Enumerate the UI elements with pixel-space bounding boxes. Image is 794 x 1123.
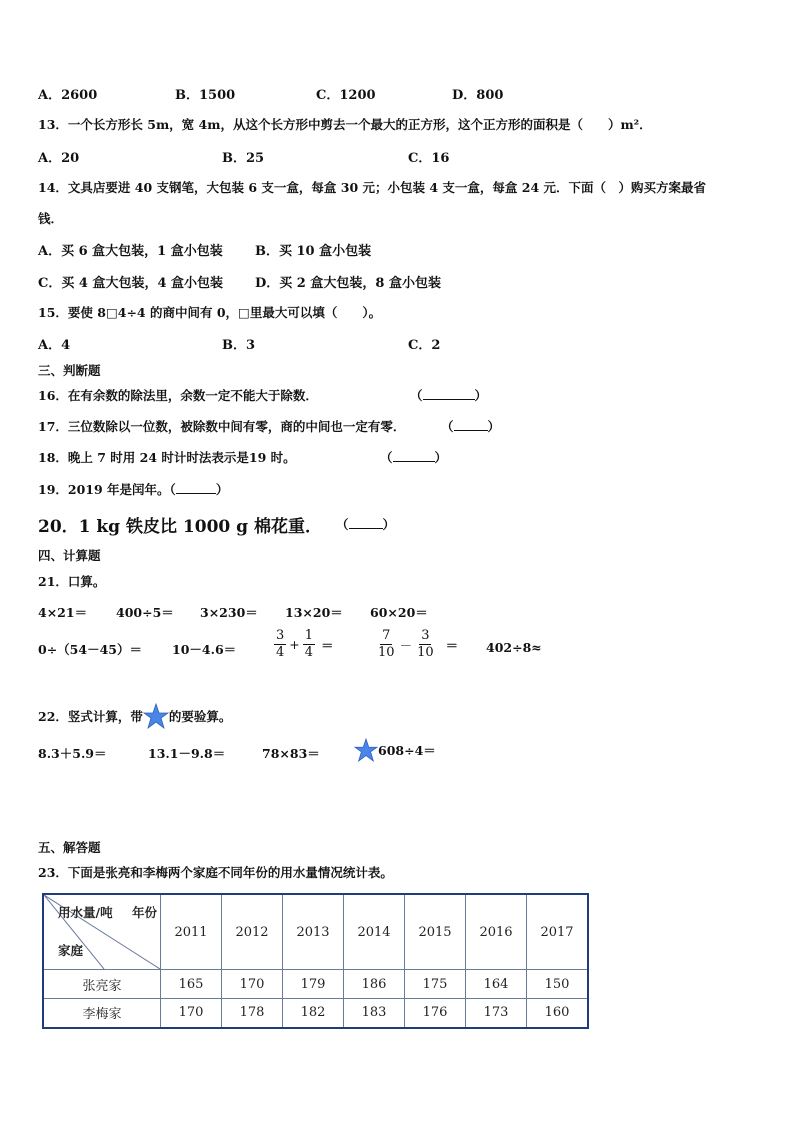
header-year-label: 年份 (132, 905, 158, 920)
q13-option-b: B．25 (222, 151, 265, 166)
year-header: 2016 (466, 894, 527, 970)
table-cell: 173 (466, 999, 527, 1028)
table-row (43, 970, 588, 999)
table-cell: 160 (527, 999, 589, 1028)
fraction (303, 628, 315, 661)
q19-statement: 19．2019 年是闰年。 (38, 482, 170, 497)
table-cell: 165 (161, 970, 222, 999)
table-cell: 182 (283, 999, 344, 1028)
star-icon (354, 738, 378, 762)
numerator: 1 (304, 628, 314, 643)
table-row (43, 999, 588, 1028)
year-header: 2013 (283, 894, 344, 970)
paren-open: （ (410, 388, 423, 403)
blank-line (176, 481, 216, 494)
paren-close: ） (487, 419, 501, 434)
section-calculation-title: 四、计算题 (38, 548, 101, 563)
q21-fraction-sum (274, 628, 334, 661)
q19-text (38, 480, 228, 498)
numerator: 7 (382, 628, 391, 643)
year-header: 2017 (527, 894, 589, 970)
q20-text: 20．1 kg 铁皮比 1000 g 棉花重． (38, 517, 322, 537)
family-name: 李梅家 (43, 999, 161, 1028)
q22-item-3: 78×83＝ (262, 746, 320, 761)
q13-text: 13．一个长方形长 5m，宽 4m，从这个长方形中剪去一个最大的正方形，这个正方形的面积是（ ）m²． (38, 117, 652, 132)
q14-text-line2: 钱． (38, 211, 64, 226)
q22-title-suffix: 的要验算。 (168, 709, 232, 724)
table-cell: 176 (405, 999, 466, 1028)
q22-item-2: 13.1－9.8＝ (148, 746, 226, 761)
year-header: 2011 (161, 894, 222, 970)
q21-item-6: 0÷（54－45）＝ (38, 642, 142, 657)
table-cell: 175 (405, 970, 466, 999)
blank-line (349, 516, 383, 529)
q17-answer-blank[interactable] (441, 417, 500, 435)
q22-title (38, 703, 231, 729)
table-cell: 150 (527, 970, 589, 999)
q21-item-7: 10－4.6＝ (172, 642, 237, 657)
q13-option-a: A．20 (38, 151, 80, 166)
paren-close: ） (434, 450, 448, 465)
blank-line (393, 449, 435, 462)
table-cell: 186 (344, 970, 405, 999)
q20-answer-blank[interactable] (336, 515, 395, 533)
q14-option-d: D．买 2 盒大包装，8 盒小包装 (255, 276, 441, 291)
q12-option-b: B．1500 (175, 88, 236, 103)
equals: ＝ (445, 637, 459, 653)
q21-item-3: 3×230＝ (200, 605, 258, 620)
q13-option-c: C．16 (408, 151, 450, 166)
q14-option-c: C．买 4 盒大包装，4 盒小包装 (38, 276, 224, 291)
operator: － (399, 637, 413, 653)
denominator: 4 (276, 645, 285, 660)
q21-item-10: 402÷8≈ (486, 640, 542, 655)
q14-text-line1: 14．文具店要进 40 支钢笔，大包装 6 支一盒，每盒 30 元；小包装 4 支一盒，每盒 24 元．下面（ ）购买方案最省 (38, 180, 706, 195)
q21-item-1: 4×21＝ (38, 605, 88, 620)
q22-item-1: 8.3＋5.9＝ (38, 746, 107, 761)
q22-item-4 (354, 738, 436, 762)
table-cell: 170 (222, 970, 283, 999)
denominator: 10 (378, 645, 395, 660)
q16-text: 16．在有余数的除法里，余数一定不能大于除数． (38, 388, 318, 403)
diagonal-header-cell (43, 894, 161, 970)
numerator: 3 (421, 628, 430, 643)
q15-text: 15．要使 8□4÷4 的商中间有 0，□里最大可以填（ ）。 (38, 305, 382, 320)
paren-open: （ (169, 482, 176, 497)
q21-fraction-difference (376, 628, 458, 661)
q21-item-5: 60×20＝ (370, 605, 428, 620)
q19-answer-blank[interactable] (170, 482, 229, 497)
paren-close: ） (474, 388, 488, 403)
year-header: 2014 (344, 894, 405, 970)
paren-open: （ (336, 517, 349, 532)
q15-option-c: C．2 (408, 338, 441, 353)
year-header: 2015 (405, 894, 466, 970)
q12-option-a: A．2600 (38, 88, 98, 103)
denominator: 4 (304, 645, 314, 660)
q22-title-prefix: 22．竖式计算，带 (38, 709, 143, 724)
family-name: 张亮家 (43, 970, 161, 999)
q21-item-4: 13×20＝ (285, 605, 343, 620)
year-header: 2012 (222, 894, 283, 970)
paren-open: （ (441, 419, 454, 434)
q12-option-c: C．1200 (316, 88, 376, 103)
q15-option-a: A．4 (38, 338, 71, 353)
q15-option-b: B．3 (222, 338, 256, 353)
section-answer-title: 五、解答题 (38, 840, 101, 855)
q21-title: 21．口算。 (38, 574, 106, 589)
q14-option-a: A．买 6 盒大包装，1 盒小包装 (38, 244, 223, 259)
water-usage-table (42, 893, 589, 1029)
blank-line (423, 387, 475, 400)
operator: + (289, 637, 300, 652)
fraction (274, 628, 286, 661)
fraction (415, 628, 436, 661)
equals: ＝ (321, 637, 334, 653)
header-family-label: 家庭 (58, 943, 84, 958)
paren-open: （ (380, 450, 393, 465)
table-cell: 170 (161, 999, 222, 1028)
q21-item-2: 400÷5＝ (116, 605, 174, 620)
q18-text: 18．晚上 7 时用 24 时计时法表示是19 时。 (38, 450, 296, 465)
q14-option-b: B．买 10 盒小包装 (255, 244, 372, 259)
numerator: 3 (276, 628, 285, 643)
section-judgement-title: 三、判断题 (38, 363, 101, 378)
denominator: 10 (417, 645, 434, 660)
paren-close: ） (382, 517, 396, 532)
blank-line (454, 418, 488, 431)
q17-text: 17．三位数除以一位数，被除数中间有零，商的中间也一定有零． (38, 419, 406, 434)
header-water-label: 用水量/吨 (58, 905, 113, 920)
q12-option-d: D．800 (452, 88, 504, 103)
q18-answer-blank[interactable] (380, 448, 447, 466)
q23-title: 23．下面是张亮和李梅两个家庭不同年份的用水量情况统计表。 (38, 865, 393, 880)
q22-item-4-text: 608÷4＝ (378, 743, 436, 758)
table-cell: 179 (283, 970, 344, 999)
paren-close: ） (215, 482, 229, 497)
star-icon (143, 703, 169, 729)
table-cell: 183 (344, 999, 405, 1028)
table-cell: 178 (222, 999, 283, 1028)
table-cell: 164 (466, 970, 527, 999)
table-header-row (43, 894, 588, 970)
fraction (376, 628, 397, 661)
q16-answer-blank[interactable] (410, 386, 487, 404)
